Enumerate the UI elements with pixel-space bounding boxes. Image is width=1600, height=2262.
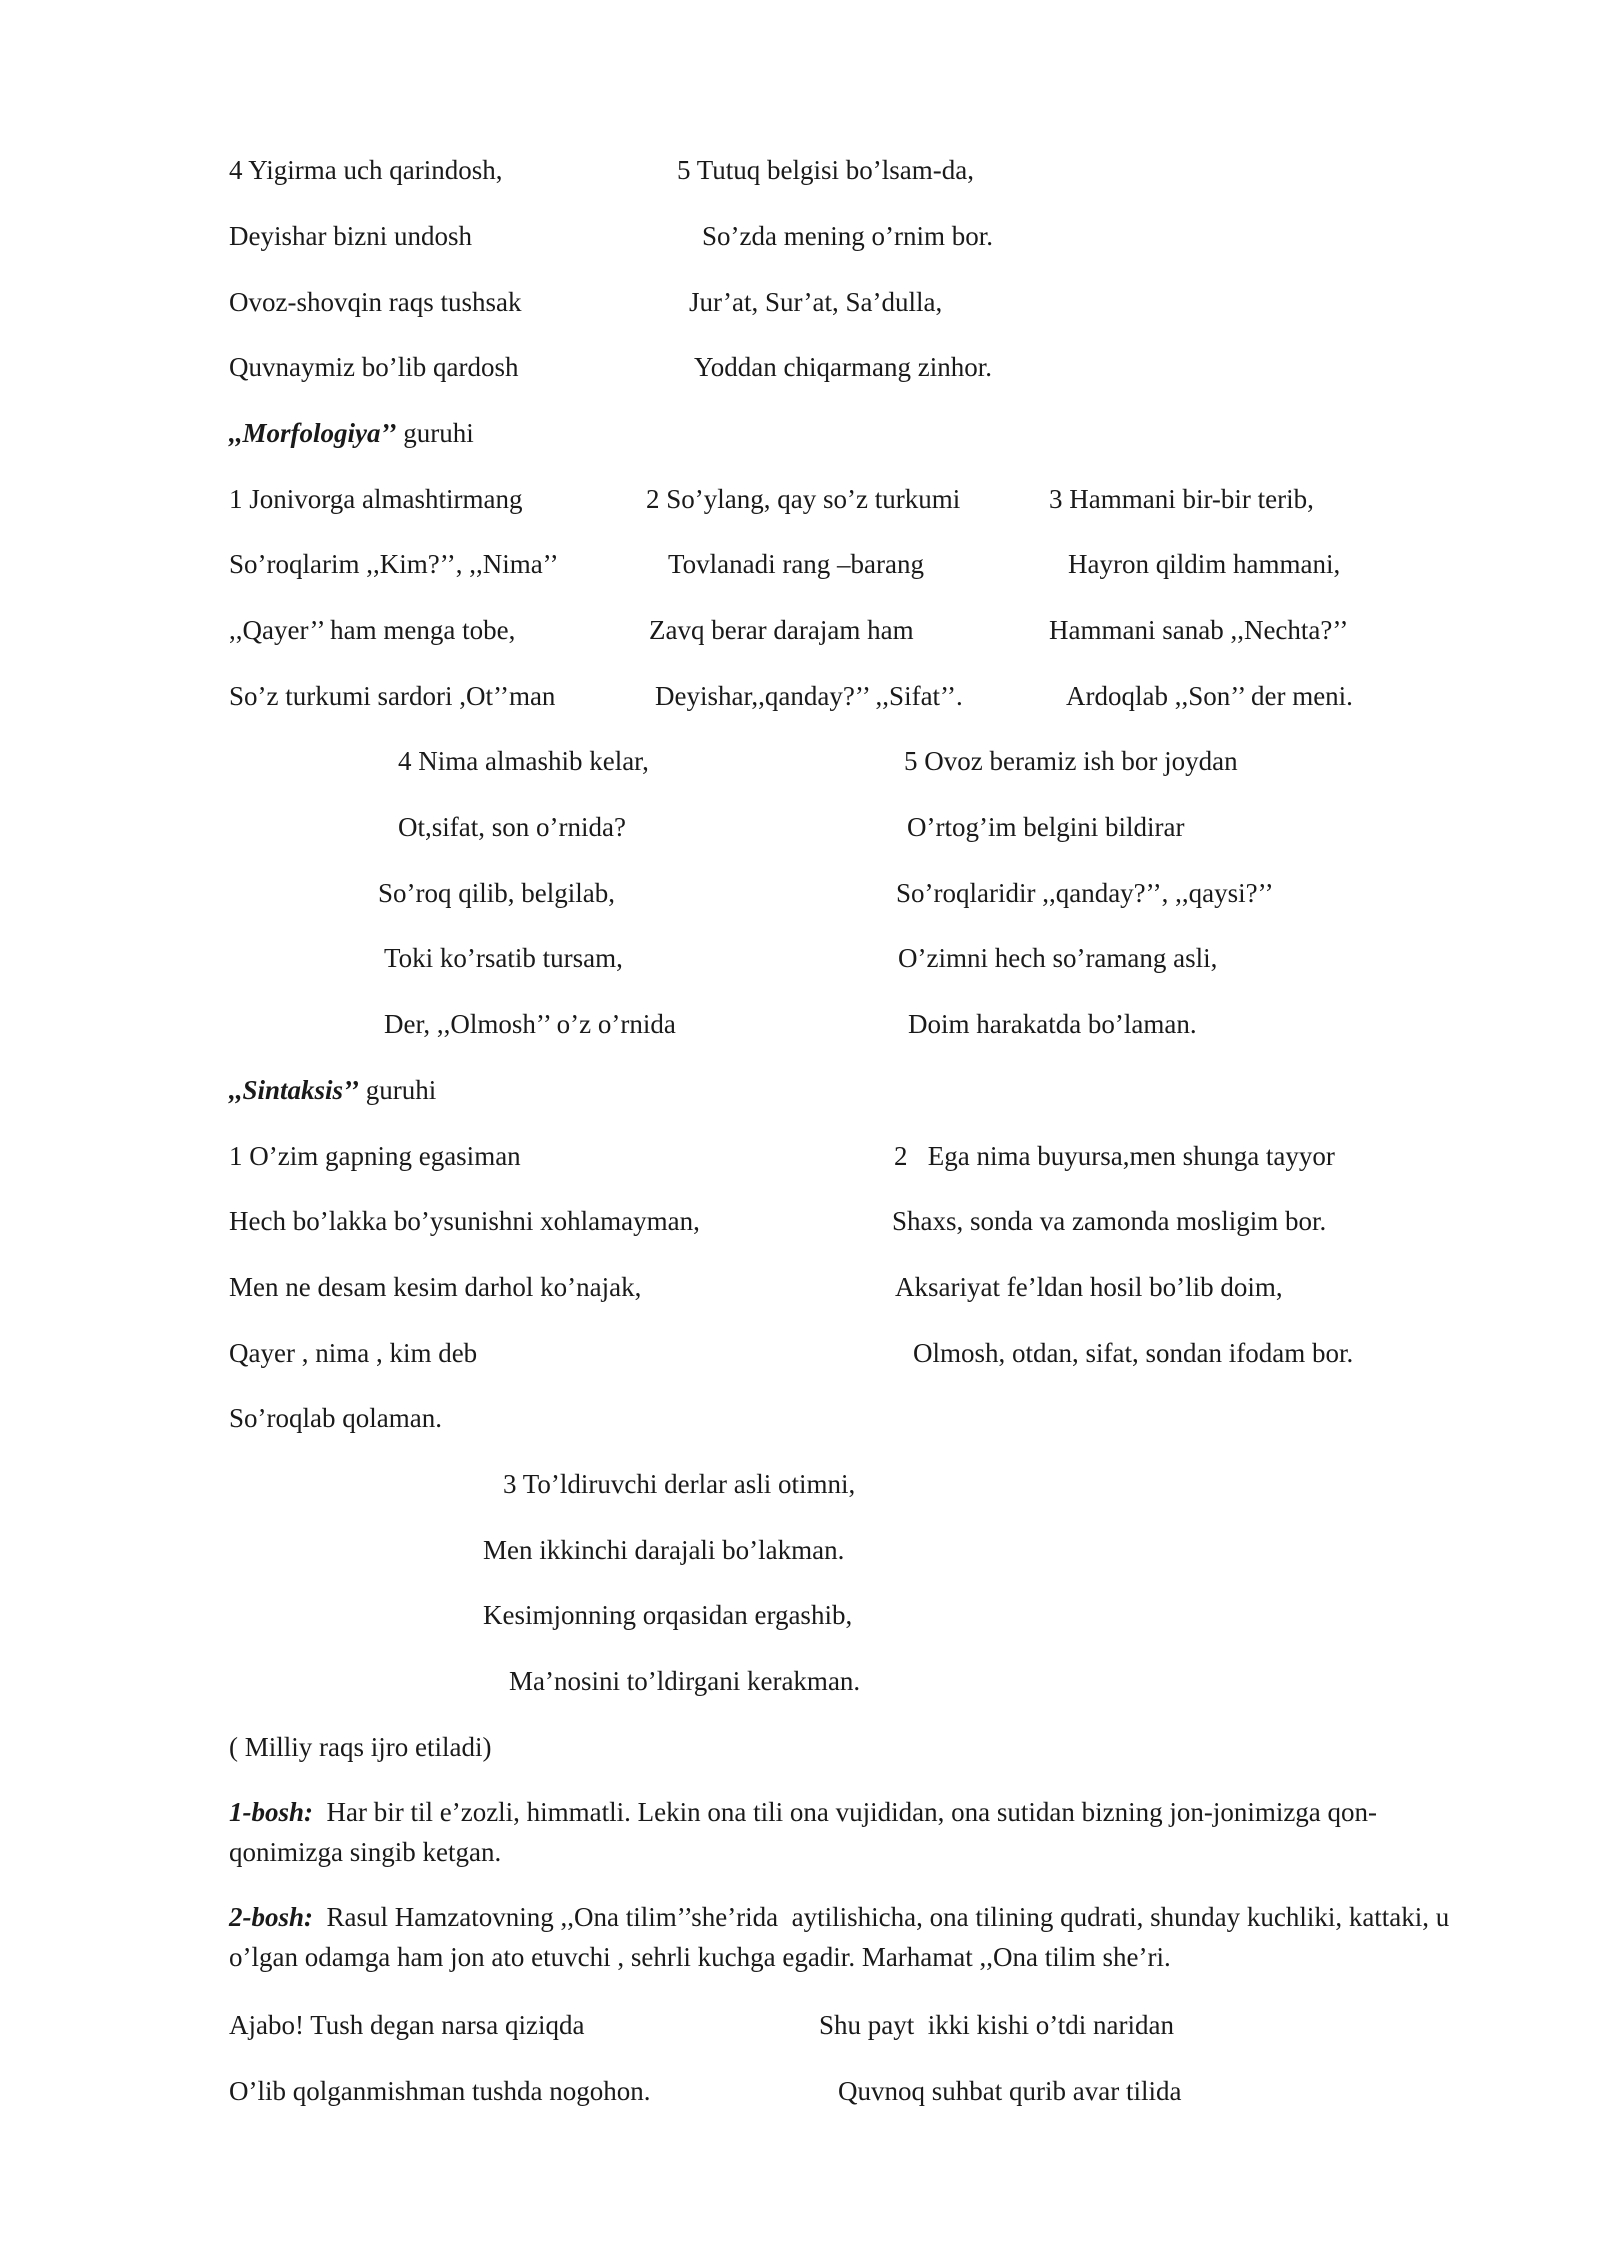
poem-line: O’lib qolganmishman tushda nogohon. <box>229 2076 651 2106</box>
morph-line: 5 Ovoz beramiz ish bor joydan <box>904 746 1238 776</box>
morph-line: Hammani sanab ,,Nechta?’’ <box>1049 615 1349 645</box>
fon-line: Yoddan chiqarmang zinhor. <box>694 352 992 382</box>
bosh-1-paragraph <box>229 1792 1469 1872</box>
fon-line: Ovoz-shovqin raqs tushsak <box>229 287 522 317</box>
fon-line: Quvnaymiz bo’lib qardosh <box>229 352 519 382</box>
sint-line: Hech bo’lakka bo’ysunishni xohlamayman, <box>229 1206 700 1236</box>
morph-line: So’roq qilib, belgilab, <box>378 878 615 908</box>
fon-line: So’zda mening o’rnim bor. <box>702 221 993 251</box>
sint-line: Qayer , nima , kim deb <box>229 1338 478 1368</box>
speaker-label: 1-bosh: <box>229 1797 314 1827</box>
morph-line: Doim harakatda bo’laman. <box>908 1009 1197 1039</box>
sint-line: Men ne desam kesim darhol ko’najak, <box>229 1272 642 1302</box>
fon-line: 4 Yigirma uch qarindosh, <box>229 155 503 185</box>
sint-line: Kesimjonning orqasidan ergashib, <box>483 1600 853 1630</box>
morph-line: So’z turkumi sardori ,Ot’’man <box>229 681 556 711</box>
heading-mark: ,,Morfologiya’’ <box>229 418 397 448</box>
bosh-2-paragraph <box>229 1897 1469 1977</box>
morph-line: Toki ko’rsatib tursam, <box>384 943 623 973</box>
stage-direction: ( Milliy raqs ijro etiladi) <box>229 1732 492 1762</box>
morph-line: 2 So’ylang, qay so’z turkumi <box>646 484 961 514</box>
morph-line: Tovlanadi rang –barang <box>668 549 925 579</box>
morph-line: So’roqlaridir ,,qanday?’’, ,,qaysi?’’ <box>896 878 1274 908</box>
speaker-label: 2-bosh: <box>229 1902 314 1932</box>
sint-line: 2 Ega nima buyursa,men shunga tayyor <box>894 1141 1335 1171</box>
sint-line: Ma’nosini to’ldirgani kerakman. <box>509 1666 861 1696</box>
sint-line: Shaxs, sonda va zamonda mosligim bor. <box>892 1206 1327 1236</box>
morph-line: Hayron qildim hammani, <box>1068 549 1341 579</box>
heading-rest: guruhi <box>396 418 474 448</box>
fon-line: 5 Tutuq belgisi bo’lsam-da, <box>677 155 975 185</box>
sint-line: Olmosh, otdan, sifat, sondan ifodam bor. <box>913 1338 1354 1368</box>
morph-line: Der, ,,Olmosh’’ o’z o’rnida <box>384 1009 676 1039</box>
poem-line: Shu payt ikki kishi o’tdi naridan <box>819 2010 1174 2040</box>
morph-line: So’roqlarim ,,Kim?’’, ,,Nima’’ <box>229 549 559 579</box>
morfologiya-heading <box>229 420 474 447</box>
sintaksis-heading <box>229 1077 436 1104</box>
fon-line: Deyishar bizni undosh <box>229 221 472 251</box>
morph-line: Zavq berar darajam ham <box>649 615 914 645</box>
morph-line: O’zimni hech so’ramang asli, <box>898 943 1218 973</box>
sint-line: Aksariyat fe’ldan hosil bo’lib doim, <box>895 1272 1283 1302</box>
sint-line: Men ikkinchi darajali bo’lakman. <box>483 1535 845 1565</box>
heading-mark: ,,Sintaksis’’ <box>229 1075 360 1105</box>
morph-line: 1 Jonivorga almashtirmang <box>229 484 523 514</box>
heading-rest: guruhi <box>359 1075 437 1105</box>
morph-line: Ot,sifat, son o’rnida? <box>398 812 626 842</box>
paragraph-text: Har bir til e’zozli, himmatli. Lekin ona tili ona vujididan, ona sutidan bizning jon-jonimizga qon-qonimizga singib ketgan. <box>229 1797 1378 1867</box>
poem-line: Quvnoq suhbat qurib avar tilida <box>838 2076 1182 2106</box>
sint-line: So’roqlab qolaman. <box>229 1403 442 1433</box>
fon-line: Jur’at, Sur’at, Sa’dulla, <box>689 287 943 317</box>
morph-line: Deyishar,,qanday?’’ ,,Sifat’’. <box>655 681 963 711</box>
poem-line: Ajabo! Tush degan narsa qiziqda <box>229 2010 585 2040</box>
morph-line: Ardoqlab ,,Son’’ der meni. <box>1066 681 1353 711</box>
morph-line: 3 Hammani bir-bir terib, <box>1049 484 1314 514</box>
sint-line: 3 To’ldiruvchi derlar asli otimni, <box>503 1469 856 1499</box>
paragraph-text: Rasul Hamzatovning ,,Ona tilim’’she’rida aytilishicha, ona tilining qudrati, shunday kuchliki, kattaki, u o’lgan odamga ham jon ato etuvchi , sehrli kuchga egadir. Marhamat ,,Ona tilim she’ri. <box>229 1902 1457 1972</box>
morph-line: 4 Nima almashib kelar, <box>398 746 649 776</box>
morph-line: O’rtog’im belgini bildirar <box>907 812 1185 842</box>
morph-line: ,,Qayer’’ ham menga tobe, <box>229 615 516 645</box>
sint-line: 1 O’zim gapning egasiman <box>229 1141 521 1171</box>
